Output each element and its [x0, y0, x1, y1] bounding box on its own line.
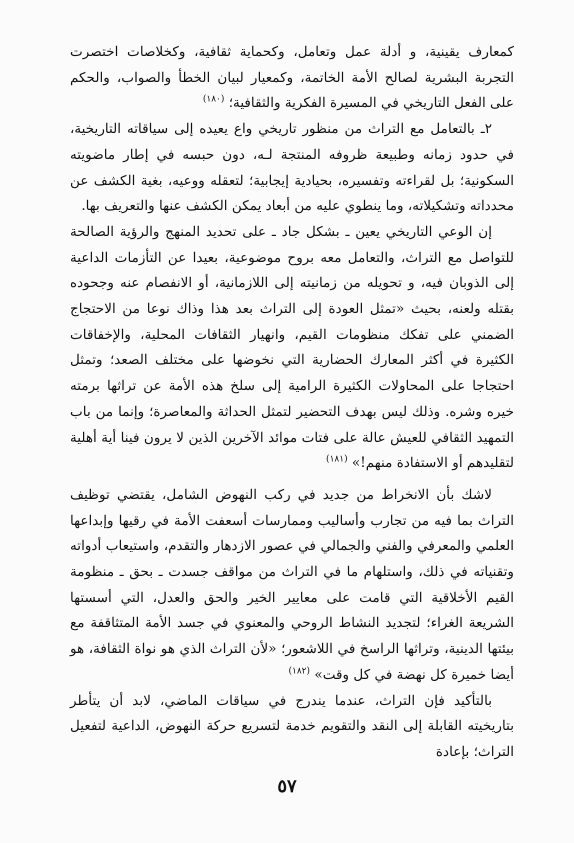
body-text	[70, 40, 514, 766]
footnote-ref-182: (١٨٢)	[288, 666, 311, 677]
paragraph-4	[70, 483, 514, 689]
paragraph-3	[70, 220, 514, 477]
footnote-ref-180: (١٨٠)	[202, 94, 225, 105]
paragraph-5-text: بالتأكيد فإن التراث، عندما يندرج في سياقات الماضي، لابد أن يتأطر بتاريخيته القابلة إلى النقد والتقويم خدمة لتسريع حركة النهوض، الداعية لتفعيل التراث؛ بإعادة	[70, 692, 514, 760]
paragraph-1	[70, 40, 514, 117]
footnote-ref-181: (١٨١)	[326, 454, 348, 465]
paragraph-2	[70, 117, 514, 220]
paragraph-3-text: إن الوعي التاريخي يعين ـ بشكل جاد ـ على تحديد المنهج والرؤية الصالحة للتواصل مع التراث، والتعامل معه بروح موضوعية، بعيدا عن التأزمات الداعية إلى الذوبان فيه، و تحويله من زمانيته إلى اللازمانية، أو الانفصام عنه وجحوده بقتله ولعنه، بحيث «تمثل العودة إلى التراث بعد هذا وذاك نوعا من الاحتجاج الضمني على تفكك منظومات القيم، وانهيار الثقافات المحلية، والإخفاقات الكثيرة في أكثر المعارك الحضارية التي نخوضها على مختلف الصعد؛ وتمثل احتجاجا على المحاولات الكثيرة الرامية إلى سلخ هذه الأمة عن تراثها برمته خيره وشره. وذلك ليس بهدف التحضير لتمثل الحداثة والمعاصرة؛ وإنما من باب التمهيد الثقافي للعيش عالة على فتات موائد الآخرين الذين لا يرون فينا أية أهلية لتقليدهم أو الاستفادة منهم!»	[70, 223, 514, 472]
paragraph-2-text: ٢ـ بالتعامل مع التراث من منظور تاريخي واع يعيده إلى سياقاته التاريخية، في حدود زمانه وطبيعة ظروفه المنتجة لـه، دون حبسه في إطار ماضويته السكونية؛ بل لقراءته وتفسيره، بحيادية إيجابية؛ لتعقله ووعيه، بغية الكشف عن محدداته وتشكيلاته، وما ينطوي عليه من أبعاد يمكن الكشف عنها والتعريف بها.	[70, 121, 514, 215]
paragraph-1-text: كمعارف يقينية، و أدلة عمل وتعامل، وكحماية ثقافية، وكخلاصات اختصرت التجربة البشرية لصالح الأمة الخاتمة، وكمعيار لبيان الخطأ والصواب، والحكم على الفعل التاريخي في المسيرة الفكرية والثقافية؛	[70, 44, 514, 112]
paragraph-4-text: لاشك بأن الانخراط من جديد في ركب النهوض الشامل، يقتضي توظيف التراث بما فيه من تجارب وأساليب وممارسات أسعفت الأمة في رقيها وإبداعها العلمي والمعرفي والفني والجمالي في عصور الازدهار والتقدم، واستيعاب أدواته وتقنياته في ذلك، واستلهام ما في التراث من مواقف جسدت ـ بحق ـ منظومة القيم الأخلاقية التي قامت على معايير الخير والحق والعدل، التي أسستها الشريعة الغراء؛ لتجديد النشاط الروحي والمعنوي في جسد الأمة المتثاقفة مع بيئتها الدينية، وتراثها الراسخ في اللاشعور؛ «لأن التراث الذي هو نواة الثقافة، هو أيضا خميرة كل نهضة في كل وقت»	[70, 486, 514, 683]
page-number: ٥٧	[277, 776, 297, 797]
paragraph-5	[70, 689, 514, 766]
